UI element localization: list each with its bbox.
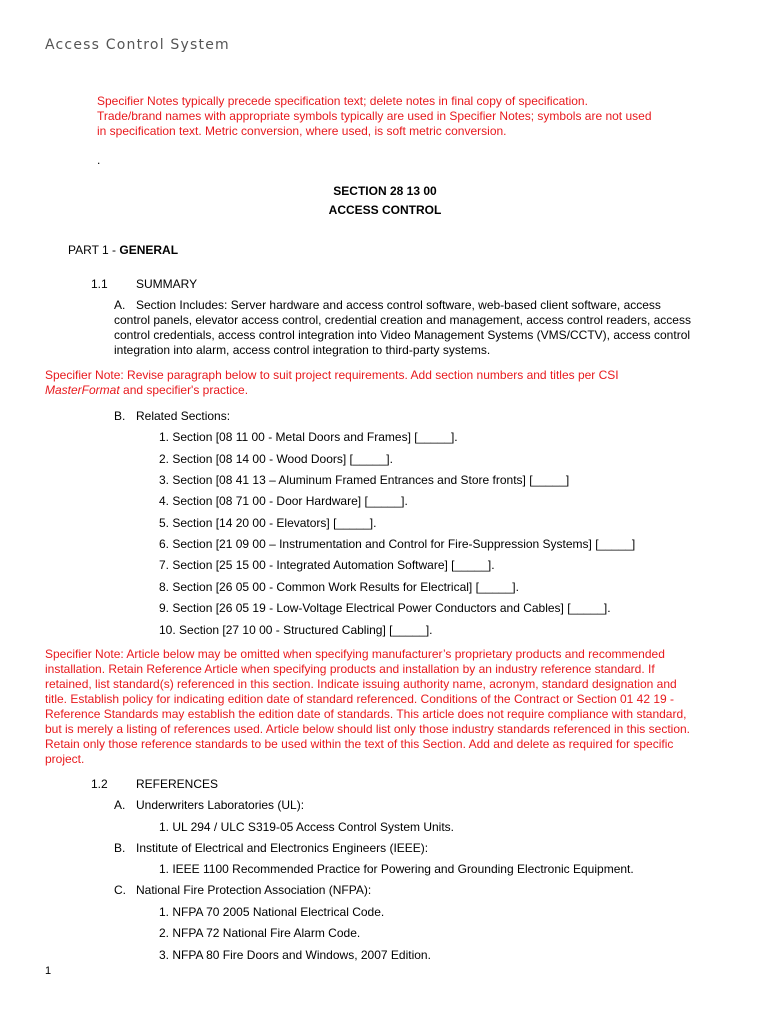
- note-line: [45, 383, 619, 398]
- part-prefix: PART 1 -: [68, 243, 120, 257]
- part-1-heading: [68, 243, 178, 258]
- reference-item: 1. NFPA 70 2005 National Electrical Code.: [159, 905, 385, 919]
- article-number: 1.2: [91, 777, 108, 791]
- specifier-note-related: [45, 368, 619, 398]
- paragraph-line: control panels, elevator access control, credential creation and management, access control readers, access: [114, 313, 691, 327]
- part-title: GENERAL: [119, 243, 179, 257]
- paragraph-label: C.: [114, 883, 126, 897]
- paragraph-label: A.: [114, 298, 126, 312]
- related-section-item: 2. Section [08 14 00 - Wood Doors] [_____].: [159, 452, 393, 466]
- note-line: retained, list standard(s) referenced in this section. Indicate issuing authority name, acronym, standard designation and: [45, 677, 677, 691]
- page-number: 1: [45, 965, 52, 977]
- note-line: project.: [45, 752, 85, 766]
- reference-org-nfpa: National Fire Protection Association (NFPA):: [136, 883, 372, 897]
- masterformat-italic: MasterFormat: [45, 383, 120, 397]
- note-line: in specification text. Metric conversion, where used, is soft metric conversion.: [97, 124, 507, 138]
- reference-org-ul: Underwriters Laboratories (UL):: [136, 798, 305, 812]
- intro-specifier-note: [97, 94, 652, 139]
- specifier-note-references: [45, 647, 745, 767]
- reference-item: 3. NFPA 80 Fire Doors and Windows, 2007 Edition.: [159, 948, 431, 962]
- note-line: Specifier Notes typically precede specification text; delete notes in final copy of specification.: [97, 94, 588, 108]
- related-section-item: 9. Section [26 05 19 - Low-Voltage Electrical Power Conductors and Cables] [_____].: [159, 601, 611, 615]
- note-line: Reference Standards may establish the edition date of standards. This article does not require compliance with standard,: [45, 707, 687, 721]
- reference-item: 1. UL 294 / ULC S319-05 Access Control System Units.: [159, 820, 455, 834]
- note-line: but is merely a listing of references used. Article below should list only those industry standards referenced in this section.: [45, 722, 690, 736]
- related-section-item: 4. Section [08 71 00 - Door Hardware] [_____].: [159, 494, 408, 508]
- paragraph-line: control credentials, access control integration into Video Management Systems (VMS/CCTV), access control: [114, 328, 691, 342]
- note-line-rest: and specifier's practice.: [119, 383, 249, 397]
- document-header-title: Access Control System: [45, 37, 230, 53]
- reference-item: 1. IEEE 1100 Recommended Practice for Powering and Grounding Electronic Equipment.: [159, 862, 634, 876]
- section-includes-paragraph: [136, 298, 661, 313]
- article-title: REFERENCES: [136, 777, 219, 791]
- related-section-item: 1. Section [08 11 00 - Metal Doors and Frames] [_____].: [159, 430, 458, 444]
- section-title: ACCESS CONTROL: [328, 203, 442, 217]
- note-line: Specifier Note: Revise paragraph below to suit project requirements. Add section numbers and titles per CSI: [45, 368, 619, 382]
- paragraph-label: B.: [114, 841, 126, 855]
- section-number: SECTION 28 13 00: [333, 184, 437, 198]
- reference-org-ieee: Institute of Electrical and Electronics Engineers (IEEE):: [136, 841, 429, 855]
- reference-item: 2. NFPA 72 National Fire Alarm Code.: [159, 926, 361, 940]
- paragraph-label: A.: [114, 798, 126, 812]
- related-section-item: 7. Section [25 15 00 - Integrated Automation Software] [_____].: [159, 558, 495, 572]
- note-line: Retain only those reference standards to be used within the text of this Section. Add and delete as required for specific: [45, 737, 674, 751]
- related-sections-title: Related Sections:: [136, 409, 231, 423]
- note-line: title. Establish policy for indicating edition date of standard referenced. Conditions of the Contract or Section 01 42 19 -: [45, 692, 675, 706]
- note-line: installation. Retain Reference Article when specifying products and installation by an industry reference standard. If: [45, 662, 655, 676]
- intro-dot: .: [97, 153, 101, 167]
- related-section-item: 6. Section [21 09 00 – Instrumentation and Control for Fire-Suppression Systems] [_____]: [159, 537, 636, 551]
- article-number: 1.1: [91, 277, 108, 291]
- note-line: Specifier Note: Article below may be omitted when specifying manufacturer’s proprietary products and recommended: [45, 647, 665, 661]
- note-line: Trade/brand names with appropriate symbols typically are used in Specifier Notes; symbols are not used: [97, 109, 652, 123]
- related-section-item: 5. Section [14 20 00 - Elevators] [_____].: [159, 516, 377, 530]
- related-section-item: 8. Section [26 05 00 - Common Work Results for Electrical] [_____].: [159, 580, 519, 594]
- related-section-item: 10. Section [27 10 00 - Structured Cabling] [_____].: [159, 623, 433, 637]
- related-section-item: 3. Section [08 41 13 – Aluminum Framed Entrances and Store fronts] [_____]: [159, 473, 570, 487]
- section-includes-continuation: [114, 313, 691, 358]
- article-title: SUMMARY: [136, 277, 198, 291]
- paragraph-line: integration into alarm, access control integration to third-party systems.: [114, 343, 491, 357]
- paragraph-label: B.: [114, 409, 126, 423]
- paragraph-line: Section Includes: Server hardware and access control software, web-based client software, access: [136, 298, 661, 312]
